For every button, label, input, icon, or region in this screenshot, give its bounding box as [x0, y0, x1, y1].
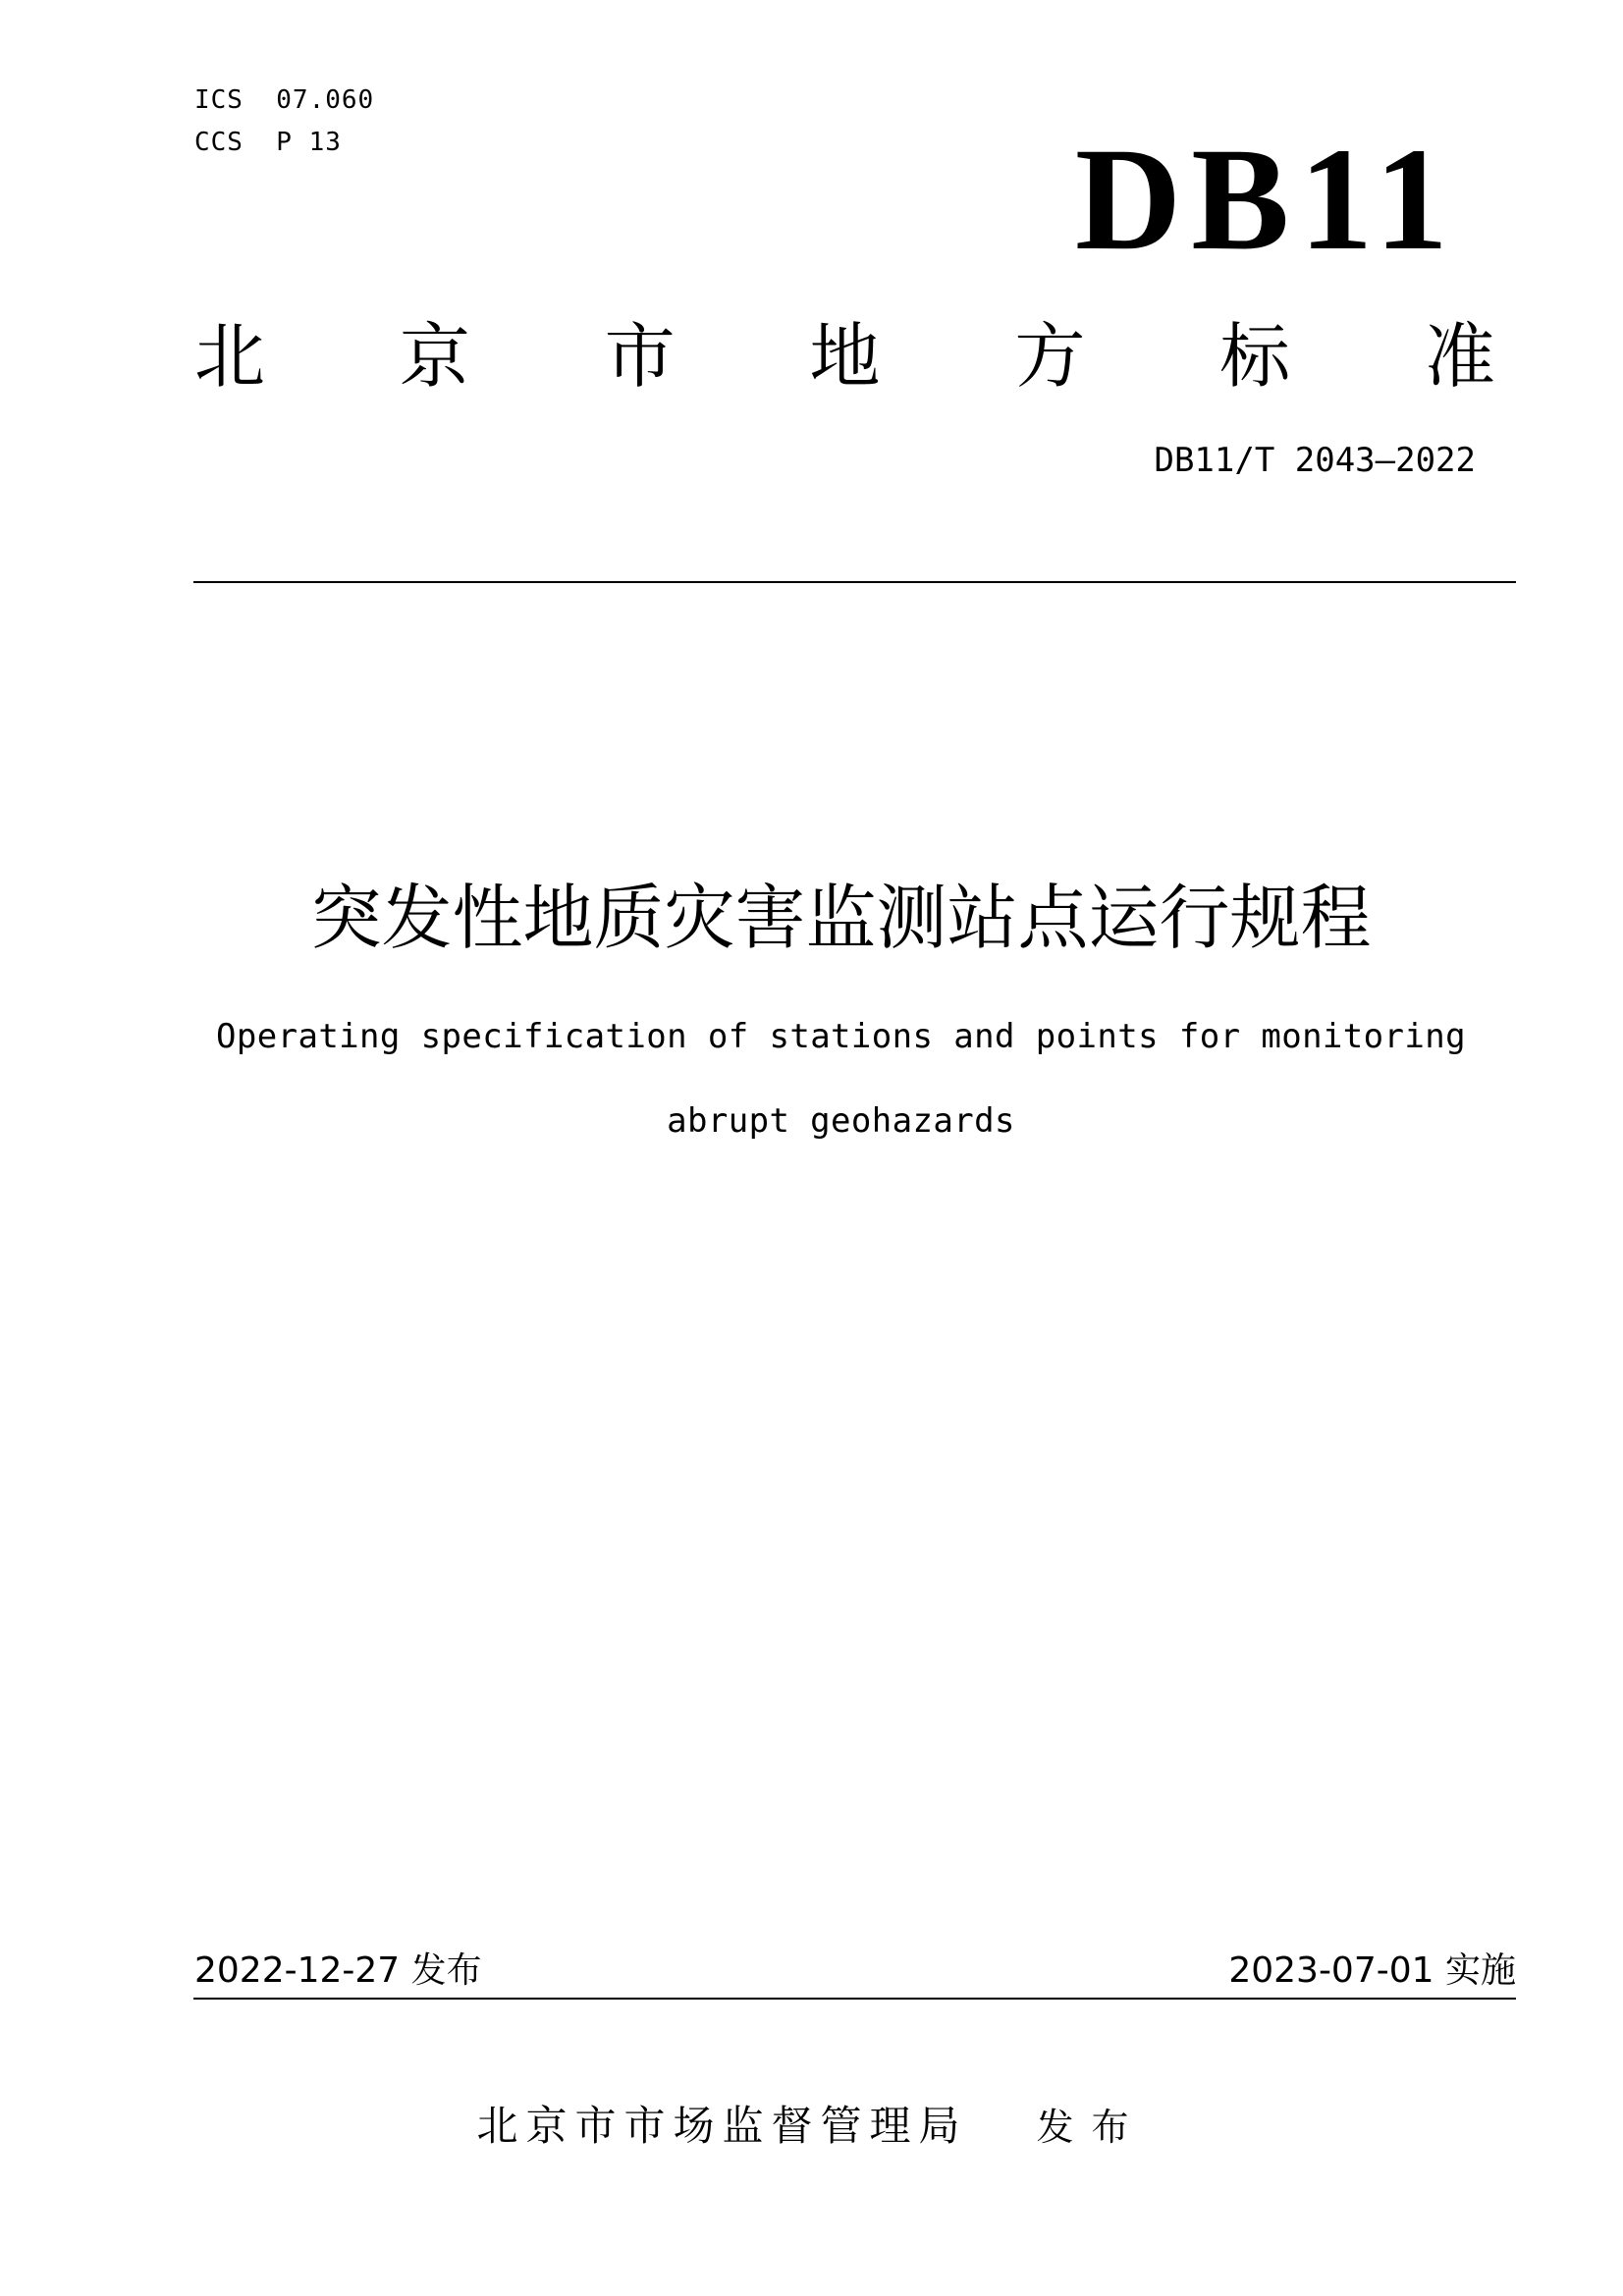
standard-type-char: 准: [1424, 315, 1495, 398]
standard-type-title: [194, 312, 1495, 400]
standard-type-char: 市: [604, 315, 676, 398]
standard-number: DB11/T 2043—2022: [1154, 441, 1476, 480]
standard-type-char: 方: [1014, 315, 1086, 398]
issuer-block: [0, 2099, 1623, 2155]
db-standard-logo: DB11: [1074, 118, 1458, 281]
footer-divider: [193, 1998, 1516, 2000]
chinese-title: 突发性地质灾害监测站点运行规程: [310, 877, 1372, 959]
issue-date: 2022-12-27 发布: [194, 1950, 482, 1991]
ics-code: ICS 07.060: [194, 85, 375, 115]
standard-type-char: 标: [1219, 315, 1291, 398]
implementation-date: 2023-07-01 实施: [1228, 1950, 1516, 1991]
issued-label: 发布: [1036, 2106, 1147, 2149]
standard-type-char: 地: [809, 315, 881, 398]
ccs-code: CCS P 13: [194, 128, 342, 157]
standard-type-char: 北: [194, 315, 266, 398]
standard-type-char: 京: [399, 315, 470, 398]
issuer-name: 北京市市场监督管理局: [476, 2102, 968, 2150]
english-title: Operating specification of stations and points for monitoring abrupt geohazards: [215, 1017, 1467, 1141]
header-divider: [193, 581, 1516, 583]
